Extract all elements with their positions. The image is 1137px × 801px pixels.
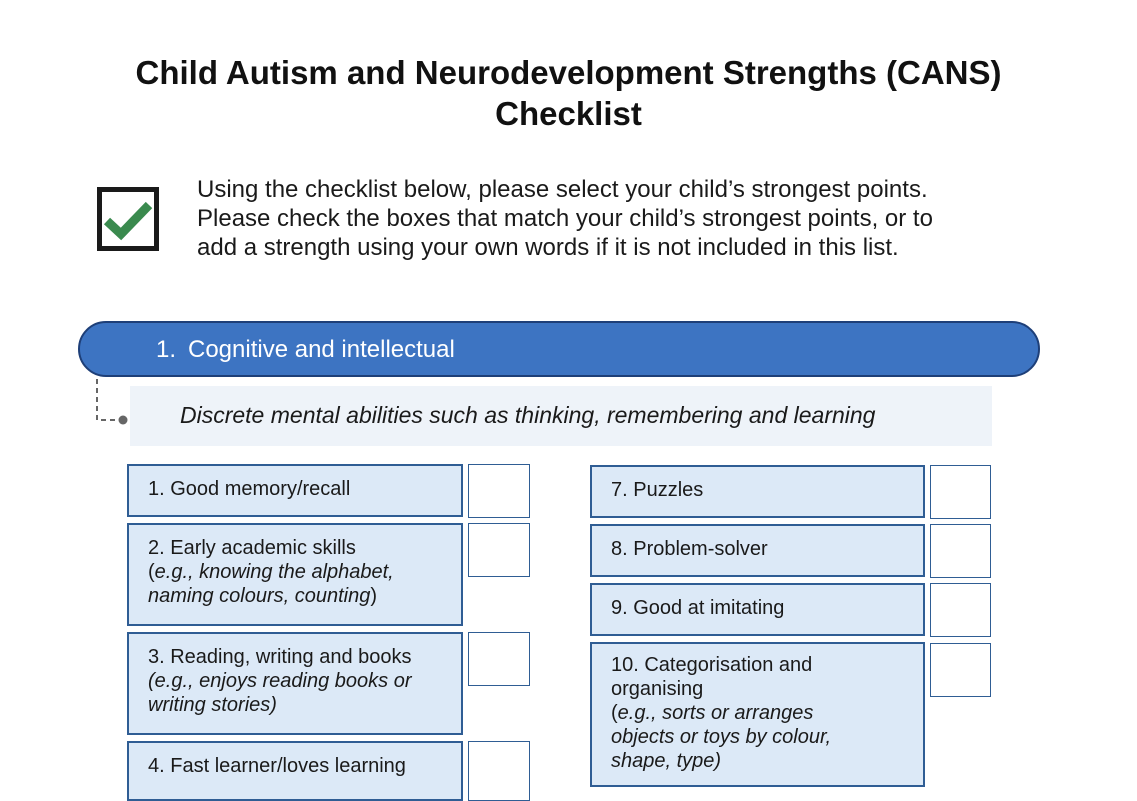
checkbox-item-2[interactable]: [468, 523, 530, 577]
item-label: 10. Categorisation and: [611, 654, 813, 676]
checked-box-icon: [97, 187, 159, 251]
title-line-2: Checklist: [495, 95, 642, 132]
instructions-line-2: Please check the boxes that match your child’s strongest points, or to: [197, 205, 933, 232]
item-example: writing stories): [148, 694, 277, 716]
section-title: Cognitive and intellectual: [188, 336, 455, 363]
item-label: 9. Good at imitating: [611, 597, 785, 619]
strength-item-4: [127, 741, 463, 801]
title-line-1: Child Autism and Neurodevelopment Strengths (CANS): [135, 54, 1002, 91]
item-label: 2. Early academic skills: [148, 537, 356, 559]
strength-item-7: [590, 465, 925, 518]
strength-item-10: 10. Categorisation and organising (e.g., sorts or arranges objects or toys by colour, shape, type): [590, 642, 925, 787]
strength-item-1: [127, 464, 463, 517]
item-label: 3. Reading, writing and books: [148, 646, 412, 668]
item-label: organising: [611, 678, 704, 700]
checkbox-item-1[interactable]: [468, 464, 530, 518]
item-label: 7. Puzzles: [611, 479, 704, 501]
instructions-line-1: Using the checklist below, please select your child’s strongest points.: [197, 176, 928, 203]
checkbox-item-10[interactable]: [930, 643, 991, 697]
section-description: Discrete mental abilities such as thinking, remembering and learning: [180, 402, 876, 428]
item-example: e.g., knowing the alphabet,: [154, 561, 394, 583]
connector-line: [90, 379, 130, 429]
strength-item-3: [127, 632, 463, 735]
page-title: [0, 52, 1137, 134]
item-example: e.g., sorts or arranges: [617, 702, 814, 724]
item-label: 1. Good memory/recall: [148, 478, 351, 500]
item-label: 8. Problem-solver: [611, 538, 768, 560]
item-example: (e.g., enjoys reading books or: [148, 670, 412, 692]
checkbox-item-3[interactable]: [468, 632, 530, 686]
checkbox-item-9[interactable]: [930, 583, 991, 637]
checkbox-item-8[interactable]: [930, 524, 991, 578]
strength-item-2: 2. Early academic skills (e.g., knowing the alphabet, naming colours, counting): [127, 523, 463, 626]
instructions: [197, 175, 1037, 262]
strength-item-9: [590, 583, 925, 636]
item-example: shape, type): [611, 750, 722, 772]
section-description-box: [130, 386, 992, 446]
item-example: naming colours, counting: [148, 585, 371, 607]
section-header: [78, 321, 1040, 377]
strength-item-8: [590, 524, 925, 577]
section-number: 1.: [156, 336, 177, 363]
checkbox-item-4[interactable]: [468, 741, 530, 801]
item-example: objects or toys by colour,: [611, 726, 832, 748]
checkbox-item-7[interactable]: [930, 465, 991, 519]
instructions-line-3: add a strength using your own words if it is not included in this list.: [197, 234, 899, 261]
item-label: 4. Fast learner/loves learning: [148, 755, 406, 777]
